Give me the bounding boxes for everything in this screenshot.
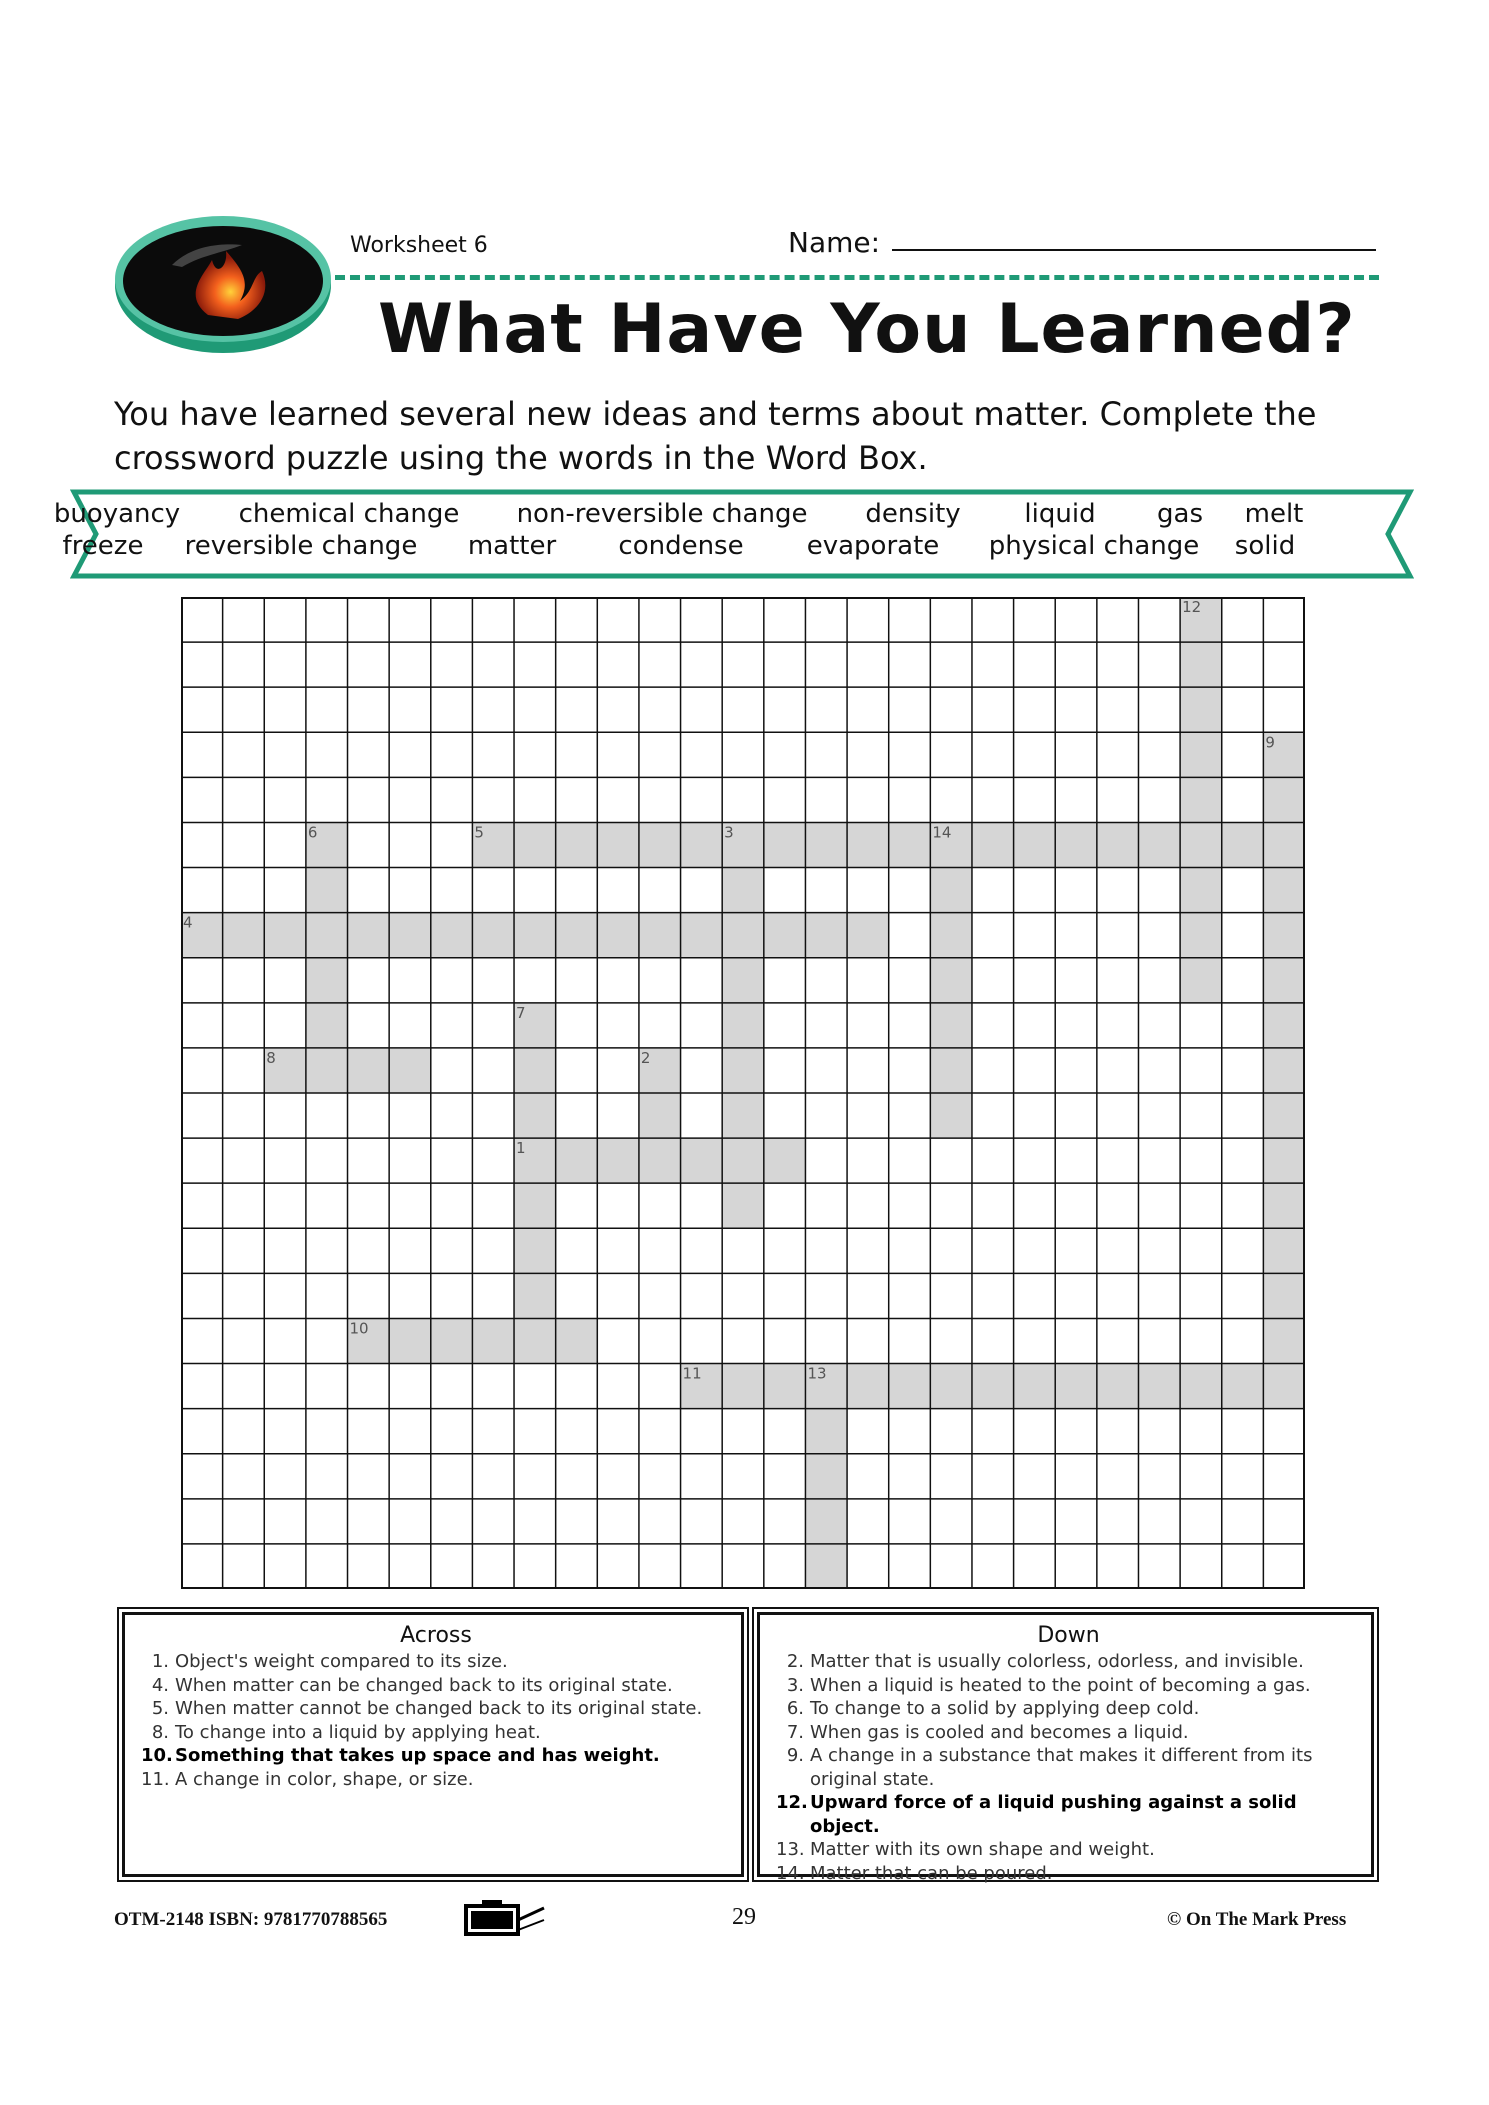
crossword-grid[interactable] (181, 597, 1305, 1589)
clue-item (141, 1674, 731, 1698)
answer-cell[interactable] (1180, 822, 1222, 867)
answer-cell[interactable] (389, 1048, 431, 1093)
answer-cell[interactable] (389, 913, 431, 958)
answer-cell[interactable] (764, 1138, 806, 1183)
clue-number: 1 (516, 1139, 526, 1158)
answer-cell[interactable] (514, 1318, 556, 1363)
clue-item (776, 1721, 1361, 1745)
answer-cell[interactable] (1263, 1364, 1305, 1409)
clue-item (141, 1721, 731, 1745)
instructions: You have learned several new ideas and terms about matter. Complete the crossword puzzle using the words in the Word Box. (114, 395, 1317, 477)
answer-cell[interactable] (930, 1048, 972, 1093)
clue-number: 11 (682, 1364, 702, 1383)
clue-item-text: Matter that is usually colorless, odorless, and invisible. (810, 1651, 1304, 1672)
clue-item-text: When a liquid is heated to the point of becoming a gas. (810, 1674, 1311, 1696)
name-field[interactable] (892, 249, 1376, 251)
clue-item-number: 9. (786, 1745, 804, 1766)
answer-cell[interactable] (1180, 777, 1222, 822)
clue-item (776, 1674, 1361, 1698)
answer-cell[interactable] (1180, 868, 1222, 913)
answer-cell[interactable] (847, 1364, 889, 1409)
clue-item (776, 1791, 1361, 1838)
clue-item-text: Matter that can be poured. (810, 1862, 1053, 1884)
answer-cell[interactable] (1138, 822, 1180, 867)
clue-item-text: When matter cannot be changed back to its original state. (175, 1698, 703, 1719)
clue-item (141, 1650, 731, 1674)
answer-cell[interactable] (597, 822, 639, 867)
across-clue-list (141, 1650, 731, 1791)
answer-cell[interactable] (1138, 1364, 1180, 1409)
clue-item-text: Something that takes up space and has weight. (175, 1745, 660, 1766)
answer-cell[interactable] (1263, 1003, 1305, 1048)
answer-cell[interactable] (306, 958, 348, 1003)
answer-cell[interactable] (306, 1003, 348, 1048)
answer-cell[interactable] (722, 1138, 764, 1183)
down-heading: Down (1037, 1623, 1100, 1648)
answer-cell[interactable] (1263, 958, 1305, 1003)
answer-cell[interactable] (1014, 1364, 1056, 1409)
answer-cell[interactable] (1097, 822, 1139, 867)
answer-cell[interactable] (514, 1228, 556, 1273)
clue-item-number: 6. (786, 1698, 804, 1719)
answer-cell[interactable] (514, 1048, 556, 1093)
answer-cell[interactable] (1055, 822, 1097, 867)
clue-item (776, 1862, 1361, 1886)
answer-cell[interactable] (722, 868, 764, 913)
answer-cell[interactable] (556, 1318, 598, 1363)
answer-cell[interactable] (389, 1318, 431, 1363)
word-box-term: condense (618, 531, 744, 561)
answer-cell[interactable] (472, 913, 514, 958)
answer-cell[interactable] (681, 913, 723, 958)
answer-cell[interactable] (972, 1364, 1014, 1409)
answer-cell[interactable] (1180, 642, 1222, 687)
answer-cell[interactable] (805, 1454, 847, 1499)
answer-cell[interactable] (514, 822, 556, 867)
answer-cell[interactable] (639, 1093, 681, 1138)
answer-cell[interactable] (889, 1364, 931, 1409)
clue-number: 14 (932, 823, 952, 842)
clue-number: 3 (724, 823, 734, 842)
answer-cell[interactable] (805, 1499, 847, 1544)
answer-cell[interactable] (1014, 822, 1056, 867)
clue-number: 2 (640, 1048, 651, 1067)
clue-number: 8 (266, 1048, 276, 1067)
clue-number: 12 (1182, 598, 1202, 616)
answer-cell[interactable] (722, 913, 764, 958)
answer-cell[interactable] (805, 1409, 847, 1454)
answer-cell[interactable] (1263, 1138, 1305, 1183)
clue-item-text: When gas is cooled and becomes a liquid. (810, 1721, 1189, 1743)
answer-cell[interactable] (805, 913, 847, 958)
answer-cell[interactable] (514, 1183, 556, 1228)
answer-cell[interactable] (889, 822, 931, 867)
answer-cell[interactable] (556, 822, 598, 867)
answer-cell[interactable] (722, 958, 764, 1003)
word-box (53, 488, 1414, 580)
word-box-term: freeze (62, 531, 144, 561)
word-box-term: solid (1234, 531, 1296, 561)
word-box-term: buoyancy (53, 499, 181, 529)
clue-item-number: 4. (151, 1674, 169, 1696)
answer-cell[interactable] (223, 913, 265, 958)
clue-item-text: Upward force of a liquid pushing against a solid object. (810, 1792, 1297, 1837)
down-clues-box (757, 1612, 1374, 1884)
clue-item-text: Matter with its own shape and weight. (810, 1839, 1155, 1860)
clue-item (141, 1768, 731, 1792)
clue-item-text: When matter can be changed back to its original state. (175, 1674, 673, 1696)
word-box-term: density (865, 499, 961, 529)
clue-number: 5 (474, 823, 484, 842)
answer-cell[interactable] (1263, 868, 1305, 913)
answer-cell[interactable] (639, 1138, 681, 1183)
answer-cell[interactable] (514, 1273, 556, 1318)
across-clues-box (122, 1612, 744, 1877)
clue-item-number: 8. (151, 1721, 169, 1743)
word-box-term: reversible change (184, 531, 418, 561)
flame-ellipse-logo (112, 205, 334, 355)
clue-item-number: 2. (786, 1651, 804, 1672)
answer-cell[interactable] (764, 1364, 806, 1409)
answer-cell[interactable] (1263, 913, 1305, 958)
clue-item-number: 10. (141, 1745, 173, 1766)
clue-item-text: Object's weight compared to its size. (175, 1651, 508, 1672)
clue-item-text: To change into a liquid by applying heat. (175, 1721, 541, 1743)
word-box-term: chemical change (238, 499, 460, 529)
word-box-term: liquid (1024, 499, 1096, 529)
answer-cell[interactable] (431, 1318, 473, 1363)
page-number: 29 (732, 1904, 756, 1930)
answer-cell[interactable] (1097, 1364, 1139, 1409)
answer-cell[interactable] (1180, 958, 1222, 1003)
clue-number: 9 (1265, 733, 1275, 752)
answer-cell[interactable] (1180, 687, 1222, 732)
answer-cell[interactable] (1263, 1093, 1305, 1138)
answer-cell[interactable] (805, 822, 847, 867)
footer-publisher: © On The Mark Press (1167, 1909, 1347, 1930)
answer-cell[interactable] (597, 913, 639, 958)
answer-cell[interactable] (681, 822, 723, 867)
camera-icon (462, 1900, 548, 1938)
answer-cell[interactable] (264, 913, 306, 958)
clue-number: 4 (183, 913, 193, 932)
answer-cell[interactable] (681, 1138, 723, 1183)
word-box-term: physical change (988, 531, 1200, 561)
word-box-term: melt (1244, 499, 1304, 529)
answer-cell[interactable] (847, 913, 889, 958)
clue-item-number: 5. (151, 1698, 169, 1719)
answer-cell[interactable] (930, 958, 972, 1003)
page-title: What Have You Learned? (378, 290, 1356, 369)
answer-cell[interactable] (930, 913, 972, 958)
answer-cell[interactable] (1055, 1364, 1097, 1409)
clue-item-number: 14. (776, 1862, 805, 1884)
clue-item (776, 1744, 1361, 1791)
answer-cell[interactable] (722, 1003, 764, 1048)
clue-item-text: To change to a solid by applying deep cold. (810, 1698, 1200, 1719)
answer-cell[interactable] (597, 1138, 639, 1183)
answer-cell[interactable] (722, 1183, 764, 1228)
answer-cell[interactable] (930, 1003, 972, 1048)
answer-cell[interactable] (556, 913, 598, 958)
clue-item-text: A change in color, shape, or size. (175, 1768, 474, 1790)
clue-number: 7 (516, 1003, 526, 1022)
answer-cell[interactable] (472, 1318, 514, 1363)
word-box-term: non-reversible change (516, 499, 808, 529)
clue-number: 13 (807, 1364, 827, 1383)
footer-isbn: OTM-2148 ISBN: 9781770788565 (114, 1909, 388, 1930)
answer-cell[interactable] (1263, 1048, 1305, 1093)
clue-item-number: 1. (151, 1651, 169, 1672)
down-clue-list (776, 1650, 1361, 1885)
worksheet-label: Worksheet 6 (350, 233, 488, 258)
word-box-term: matter (467, 531, 557, 561)
answer-cell[interactable] (431, 913, 473, 958)
clue-item-number: 13. (776, 1839, 805, 1860)
clue-item (776, 1697, 1361, 1721)
clue-item (776, 1838, 1361, 1862)
answer-cell[interactable] (1180, 1364, 1222, 1409)
answer-cell[interactable] (764, 913, 806, 958)
answer-cell[interactable] (972, 822, 1014, 867)
answer-cell[interactable] (764, 822, 806, 867)
answer-cell[interactable] (1263, 1228, 1305, 1273)
clue-item-number: 3. (786, 1674, 804, 1696)
answer-cell[interactable] (1180, 732, 1222, 777)
answer-cell[interactable] (556, 1138, 598, 1183)
answer-cell[interactable] (1263, 1318, 1305, 1363)
clue-item-number: 12. (776, 1792, 808, 1813)
answer-cell[interactable] (722, 1364, 764, 1409)
answer-cell[interactable] (722, 1048, 764, 1093)
clue-number: 6 (307, 823, 318, 842)
clue-number: 10 (349, 1319, 369, 1338)
answer-cell[interactable] (1263, 822, 1305, 867)
clue-item-number: 7. (786, 1721, 804, 1743)
answer-cell[interactable] (1263, 1273, 1305, 1318)
answer-cell[interactable] (1263, 1183, 1305, 1228)
clue-item (141, 1744, 731, 1768)
answer-cell[interactable] (805, 1544, 847, 1589)
answer-cell[interactable] (639, 822, 681, 867)
answer-cell[interactable] (930, 1093, 972, 1138)
clue-item-text: A change in a substance that makes it different from its original state. (810, 1745, 1313, 1790)
answer-cell[interactable] (306, 913, 348, 958)
answer-cell[interactable] (639, 913, 681, 958)
name-label: Name: (788, 226, 881, 259)
answer-cell[interactable] (930, 868, 972, 913)
answer-cell[interactable] (306, 868, 348, 913)
answer-cell[interactable] (1222, 822, 1264, 867)
answer-cell[interactable] (348, 1048, 390, 1093)
across-heading: Across (400, 1623, 472, 1648)
dashed-divider (335, 275, 1379, 280)
answer-cell[interactable] (1263, 777, 1305, 822)
answer-cell[interactable] (306, 1048, 348, 1093)
word-box-term: evaporate (806, 531, 940, 561)
clue-item (776, 1650, 1361, 1674)
answer-cell[interactable] (514, 1093, 556, 1138)
answer-cell[interactable] (722, 1093, 764, 1138)
answer-cell[interactable] (348, 913, 390, 958)
clue-item-number: 11. (141, 1768, 170, 1790)
word-box-term: gas (1157, 499, 1203, 529)
answer-cell[interactable] (514, 913, 556, 958)
answer-cell[interactable] (847, 822, 889, 867)
answer-cell[interactable] (930, 1364, 972, 1409)
clue-item (141, 1697, 731, 1721)
answer-cell[interactable] (1180, 913, 1222, 958)
answer-cell[interactable] (1222, 1364, 1264, 1409)
